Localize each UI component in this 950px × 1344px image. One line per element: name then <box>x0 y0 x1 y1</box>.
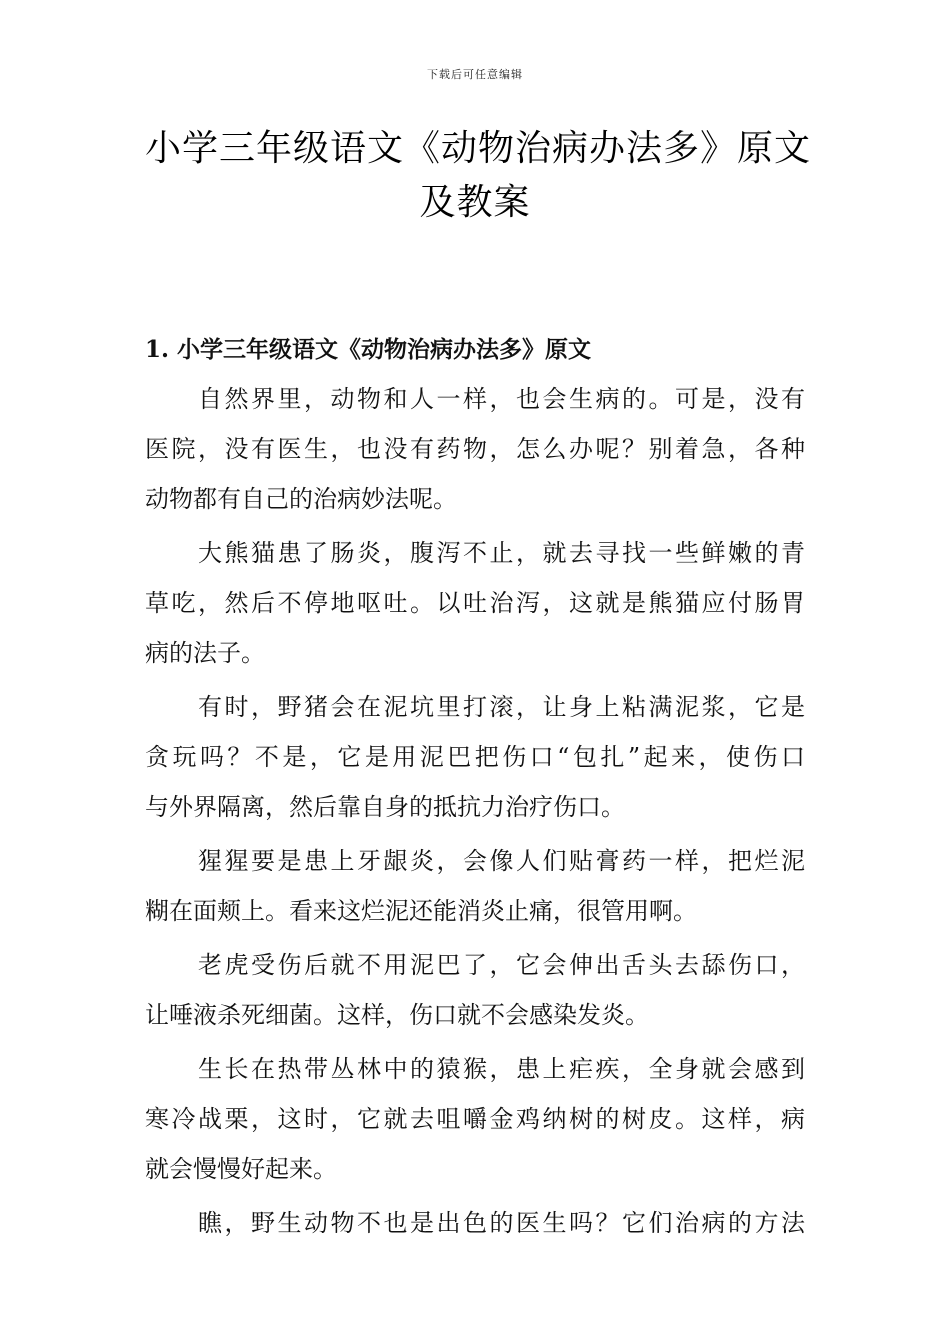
paragraph <box>145 836 805 936</box>
text-line: 寒冷战栗，这时，它就去咀嚼金鸡纳树的树皮。这样，病 <box>145 1105 805 1133</box>
text-line: 大熊猫患了肠炎，腹泻不止，就去寻找一些鲜嫩的青 <box>198 539 805 567</box>
paragraph <box>145 374 805 524</box>
text-line: 糊在面颊上。看来这烂泥还能消炎止痛，很管用啊。 <box>145 897 697 925</box>
document-body <box>145 374 805 1252</box>
section-heading: 1. 小学三年级语文《动物治病办法多》原文 <box>145 336 592 363</box>
text-line: 自然界里，动物和人一样，也会生病的。可是，没有 <box>198 385 805 413</box>
document-title <box>145 122 812 230</box>
text-line: 与外界隔离，然后靠自身的抵抗力治疗伤口。 <box>145 793 625 821</box>
header-note: 下载后可任意编辑 <box>427 68 523 81</box>
title-line: 小学三年级语文《动物治病办法多》原文 <box>145 128 812 169</box>
paragraph <box>145 682 805 832</box>
paragraph <box>145 1198 805 1248</box>
paragraph <box>145 940 805 1040</box>
text-line: 有时，野猪会在泥坑里打滚，让身上粘满泥浆，它是 <box>198 693 805 721</box>
text-line: 医院，没有医生，也没有药物，怎么办呢？别着急，各种 <box>145 435 805 463</box>
text-line: 动物都有自己的治病妙法呢。 <box>145 485 457 513</box>
text-line: 贪玩吗？不是，它是用泥巴把伤口“包扎”起来，使伤口 <box>145 743 805 771</box>
title-line: 及教案 <box>419 182 531 223</box>
paragraph <box>145 528 805 678</box>
text-line: 老虎受伤后就不用泥巴了，它会伸出舌头去舔伤口， <box>198 951 805 979</box>
text-line: 就会慢慢好起来。 <box>145 1155 337 1183</box>
text-line: 瞧，野生动物不也是出色的医生吗？它们治病的方法 <box>198 1209 805 1237</box>
paragraph <box>145 1044 805 1194</box>
text-line: 病的法子。 <box>145 639 265 667</box>
text-line: 猩猩要是患上牙龈炎，会像人们贴膏药一样，把烂泥 <box>198 847 805 875</box>
text-line: 让唾液杀死细菌。这样，伤口就不会感染发炎。 <box>145 1001 649 1029</box>
text-line: 生长在热带丛林中的猿猴，患上疟疾，全身就会感到 <box>198 1055 805 1083</box>
text-line: 草吃，然后不停地呕吐。以吐治泻，这就是熊猫应付肠胃 <box>145 589 805 617</box>
